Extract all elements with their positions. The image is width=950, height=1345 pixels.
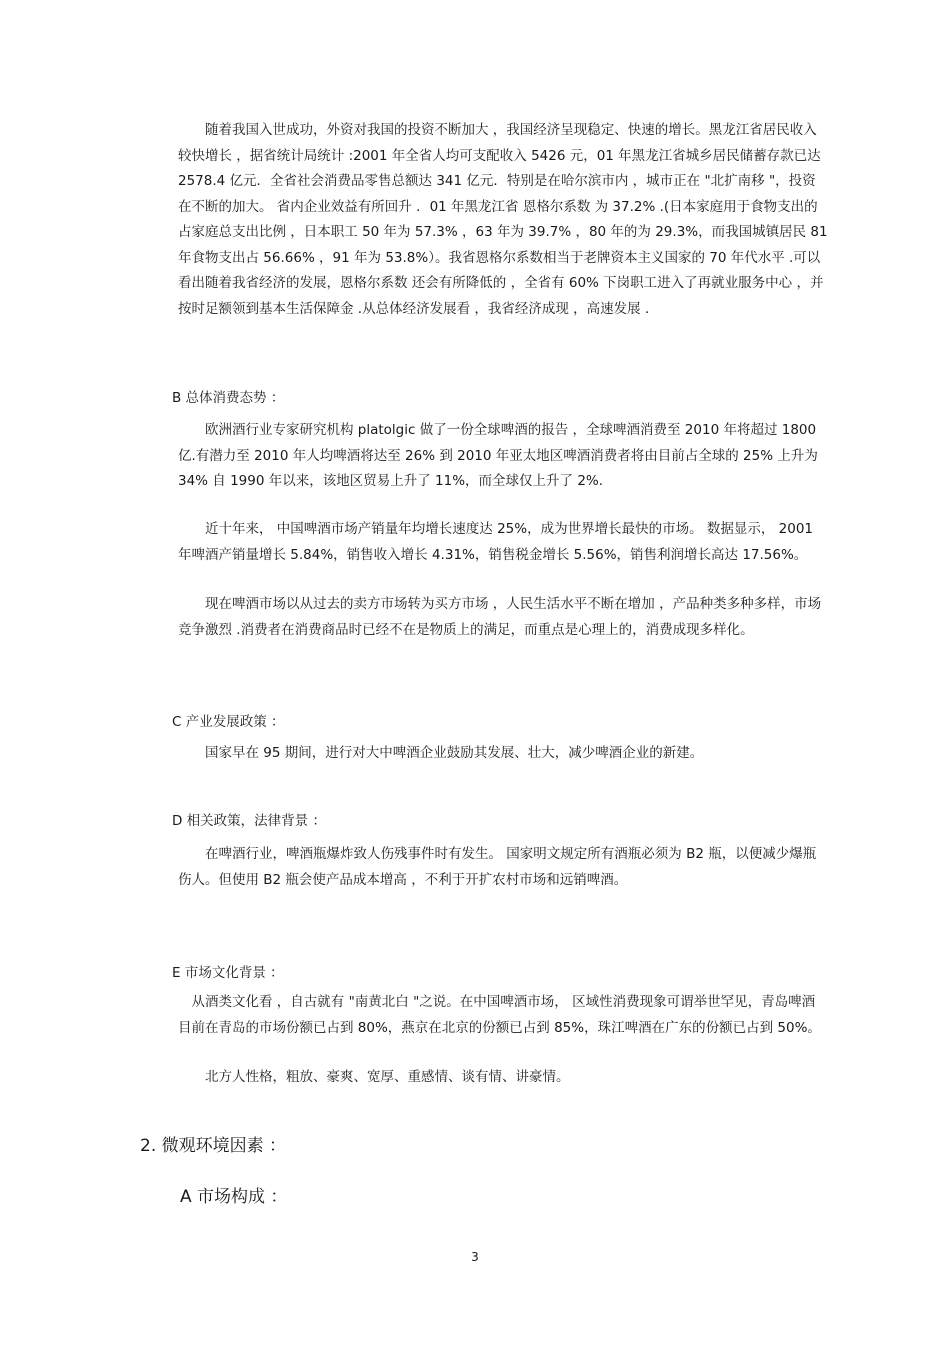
section-b-heading: B 总体消费态势 ： — [172, 390, 285, 406]
section-e-paragraph-2: 北方人性格，粗放、豪爽、宽厚、重感情、谈有情、讲豪情。 — [178, 1069, 570, 1085]
section-2a-subheading: A 市场构成 ： — [180, 1187, 288, 1207]
page-number: 3 — [471, 1250, 479, 1264]
section-2-heading: 2. 微观环境因素 ： — [140, 1136, 287, 1156]
section-d-paragraph: 在啤酒行业，啤酒瓶爆炸致人伤残事件时有发生。 国家明文规定所有酒瓶必须为 B2 瓶，以便减少爆瓶伤人。但使用 B2 瓶会使产品成本增高 ，不利于开扩农村市场和远销啤酒。 — [178, 846, 817, 888]
section-d-heading: D 相关政策，法律背景 ： — [172, 813, 326, 829]
section-b-paragraph-2: 近十年来， 中国啤酒市场产销量年均增长速度达 25%，成为世界增长最快的市场。 数据显示， 2001 年啤酒产销量增长 5.84%，销售收入增长 4.31%，销售税金增长 5.56%，销售利润增长高达 17.56%。 — [178, 521, 814, 563]
intro-paragraph: 随着我国入世成功，外资对我国的投资不断加大 ，我国经济呈现稳定、快速的增长。黑龙江省居民收入较快增长 ，据省统计局统计 :2001 年全省人均可支配收入 5426 元，01 年黑龙江省城乡居民储蓄存款已达 2578.4 亿元．全省社会消费品零售总额达 341 亿元．特别是在哈尔滨市内 ，城市正在 "北扩南移 "，投资在不断的加大。 省内企业效益有所回升 ．01 年黑龙江省 恩格尔系数 为 37.2% .(日本家庭用于食物支出的占家庭总支出比例 ，日本职工 50 年为 57.3% ，63 年为 39.7% ，80 年的为 29.3%，而我国城镇居民 81 年食物支出占 56.66% ，91 年为 53.8%）。我省恩格尔系数相当于老牌资本主义国家的 70 年代水平 .可以看出随着我省经济的发展，恩格尔系数 还会有所降低的 ，全省有 60% 下岗职工进入了再就业服务中心 ，并按时足额领到基本生活保障金 .从总体经济发展看 ，我省经济成现 ，高速发展 ． — [178, 122, 828, 317]
section-c-heading: C 产业发展政策 ： — [172, 714, 285, 730]
section-c-paragraph: 国家早在 95 期间，进行对大中啤酒企业鼓励其发展、壮大，减少啤酒企业的新建。 — [178, 745, 704, 761]
section-b-paragraph-1: 欧洲酒行业专家研究机构 platolgic 做了一份全球啤酒的报告 ，全球啤酒消费至 2010 年将超过 1800 亿.有潜力至 2010 年人均啤酒将达至 26% 到 2010 年亚太地区啤酒消费者将由目前占全球的 25% 上升为 34% 自 1990 年以来，该地区贸易上升了 11%，而全球仅上升了 2%. — [178, 422, 818, 489]
section-e-heading: E 市场文化背景 ： — [172, 965, 284, 981]
section-e-paragraph-1: 从酒类文化看 ，自古就有 "南黄北白 "之说。在中国啤酒市场， 区域性消费现象可谓举世罕见，青岛啤酒目前在青岛的市场份额已占到 80%，燕京在北京的份额已占到 85%，珠江啤酒在广东的份额已占到 50%。 — [178, 994, 821, 1036]
section-b-paragraph-3: 现在啤酒市场以从过去的卖方市场转为买方市场 ，人民生活水平不断在增加 ，产品种类多种多样，市场竞争激烈 .消费者在消费商品时已经不在是物质上的满足，而重点是心理上的，消费成现多样化。 — [178, 596, 822, 638]
